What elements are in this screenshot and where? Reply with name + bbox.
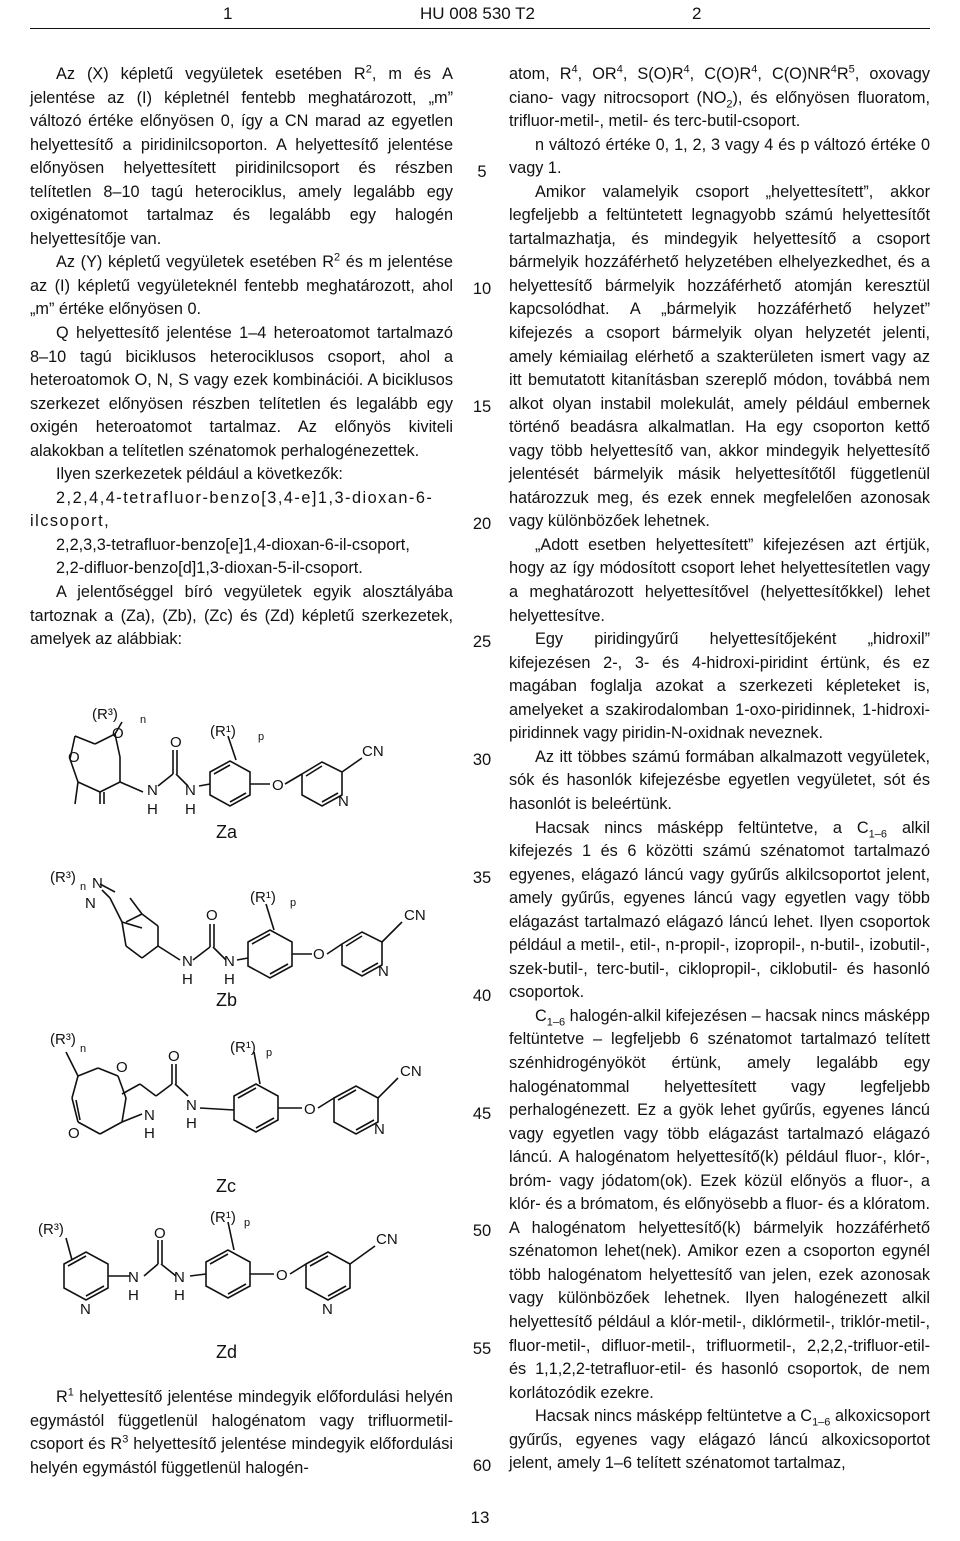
svg-text:CN: CN (376, 1231, 398, 1248)
paragraph: $C_{1-6}$ halogén-alkil kifejezésen – hacsak nincs másképp feltüntetve – legfeljebb 6 szénatomot tartalmazó telített szénhidrogényököt értünk, amely legalább egy halogénatommal helyettesített vagy legfeljebb perhalogénezett. Ez a gyök lehet gyűrűs, egyenes láncú vagy egyetlen vagy több elágazást tartalmazó elágazó láncú. A halogénatom helyettesítő(k) például fluor-, klór-, bróm- vagy jódatom(ok). Ezek közül előnyös a fluor-, a klór- és a brómatom, és előnyösebb a fluor- és a klóratom. A halogénatom helyettesítő(k) bármelyik hozzáférhető szénatomon lehet(nek). Amikor ezen a csoporton egynél több halogénatom helyettesítő van jelen, ezek azonosak vagy különbözőek lehetnek. Ilyen halogénezett alkil helyettesítő például a klór-metil-, diklórmetil-, triklór-metil-, fluor-metil-, difluor-metil-, trifluormetil-, 2,2,2,-trifluor-etil- és 1,1,2,2-tetrafluor-etil- és hasonló csoportok, de nem korlátozódik ezekre. (509, 1006, 930, 1402)
line-number: 50 (472, 1222, 492, 1240)
formula-label: Zc (216, 1176, 236, 1196)
structure-zb-diagram (30, 862, 460, 987)
svg-text:p: p (258, 731, 265, 743)
line-number: 15 (472, 398, 492, 416)
svg-text:(R³): (R³) (50, 869, 76, 886)
svg-text:N: N (80, 1301, 91, 1318)
svg-text:p: p (266, 1047, 273, 1059)
svg-text:n: n (80, 1043, 87, 1055)
paragraph: $R^1$ helyettesítő jelentése mindegyik előfordulási helyén egymástól függetlenül halogénatom vagy trifluormetil-csoport és $R^3$ helyettesítő jelentése mindegyik előfordulási helyén egymástól függetlenül halogén- (30, 1386, 453, 1477)
svg-text:n: n (80, 881, 87, 893)
svg-text:O: O (206, 907, 218, 924)
paragraph: A jelentőséggel bíró vegyületek egyik alosztályába tartoznak a (Za), (Zb), (Zc) és (Zd) képletű szerkezetek, amelyek az alábbiak: (30, 583, 453, 649)
paragraph: Q helyettesítő jelentése 1–4 heteroatomot tartalmazó 8–10 tagú biciklusos heterociklusos csoport, ahol a heteroatomok O, N, S vagy ezek kombinációi. A biciklusos szerkezet előnyösen részben telítetlen és legalább egy oxigén heteroatomot tartalmaz. Az előnyös kiviteli alakokban a telítetlen szénatomok perhalogénezettek. (30, 324, 453, 460)
page-number: 13 (470, 1508, 490, 1527)
line-number: 20 (472, 515, 492, 533)
paragraph: Az (Y) képletű vegyületek esetében $R^2$ és m jelentése az (I) képletű vegyületeknél fentebb meghatározott, ahol „m” értéke előnyösen 0. (30, 251, 453, 319)
svg-text:H: H (128, 1287, 139, 1304)
svg-text:O: O (116, 1059, 128, 1076)
svg-text:N: N (182, 953, 193, 970)
svg-text:N: N (174, 1269, 185, 1286)
line-number: 30 (472, 751, 492, 769)
svg-text:(R¹): (R¹) (250, 889, 276, 906)
svg-text:N: N (322, 1301, 333, 1318)
line-number: 10 (472, 280, 492, 298)
svg-text:(R³): (R³) (50, 1031, 76, 1048)
paragraph: „Adott esetben helyettesített” kifejezésen azt értjük, hogy az így módosított csoport lehet helyettesítetlen vagy a meghatározott helyettesítővel (helyettesítőkkel) lehet helyettesítve. (509, 535, 930, 625)
header-right-page-number: 2 (692, 4, 702, 23)
paragraph: Egy piridingyűrű helyettesítőjeként „hidroxil” kifejezésen 2-, 3- és 4-hidroxi-piridint értünk, és ez magában foglalja azokat a szerkezeti képleteket is, amelyeket a szakirodalomban 1-oxo-piridinnek, 1-hidroxi-piridinnek vagy piridin-N-oxidnak neveznek. (509, 630, 930, 743)
structure-zc-diagram (30, 1024, 460, 1160)
svg-text:H: H (186, 1115, 197, 1132)
svg-text:H: H (224, 971, 235, 987)
line-number: 55 (472, 1340, 492, 1358)
svg-text:p: p (290, 897, 297, 909)
svg-text:O: O (170, 734, 182, 751)
svg-text:(R¹): (R¹) (210, 1209, 236, 1226)
structure-za-diagram (30, 692, 460, 820)
paragraph: Hacsak nincs másképp feltüntetve, a $C_{1-6}$ alkil kifejezés 1 és 6 közötti számú szénatomot tartalmazó egyenes, elágazó láncú vagy gyűrűs alkilcsoportot jelent, amely gyűrűs, egyenes láncú vagy egyetlen vagy több elágazást tartalmazó elágazó láncú lehet. Ilyen csoportok például a metil-, etil-, n-propil-, izopropil-, n-butil-, izobutil-, szek-butil-, terc-butil-, ciklopropil-, ciklobutil- és hasonló csoportok. (509, 818, 930, 1002)
structure-name: 2,2-difluor-benzo[d]1,3-dioxan-5-il-csoport. (56, 559, 363, 578)
svg-text:N: N (378, 963, 389, 980)
right-column-text (509, 63, 930, 1476)
svg-text:CN: CN (362, 743, 384, 760)
header-rule (30, 28, 930, 29)
structure-name: 2,2,4,4-tetrafluor-benzo[3,4-e]1,3-dioxan-6-ilcsoport, (30, 488, 434, 531)
svg-text:O: O (313, 946, 325, 963)
svg-text:(R¹): (R¹) (230, 1039, 256, 1056)
line-number: 45 (472, 1105, 492, 1123)
svg-text:N: N (85, 895, 96, 912)
formula-label: Za (216, 822, 238, 842)
svg-text:N: N (185, 782, 196, 799)
formula-label: Zd (216, 1342, 238, 1362)
svg-text:H: H (147, 801, 158, 818)
svg-text:O: O (168, 1048, 180, 1065)
paragraph: Amikor valamelyik csoport „helyettesített”, akkor legfeljebb a feltüntetett legnagyobb számú helyettesítőt tartalmazhatja, és mindegyik helyettesítő a csoport bármelyik hozzáférhető helyzetében elhelyezkedhet, és a helyettesítő bármelyik hozzáférhető atomján keresztül kapcsolódhat. A „bármelyik hozzáférhető helyzet” kifejezés a csoport bármelyik olyan helyzetét jelenti, amely kémiailag elérhető a szakterületen ismert vagy az itt bemutatott kitanításban szereplő módon, továbbá nem alkot olyan instabil molekulát, amely például embernek történő beadásra alkalmatlan. Ha egy csoporton kettő vagy több helyettesítő van, akkor mindegyik helyettesítő jelentését bármelyik másik helyettesítőtől függetlenül határozzuk meg, és ezek ennek megfelelően azonosak vagy különbözőek lehetnek. (509, 182, 930, 531)
svg-text:O: O (68, 1125, 80, 1142)
svg-text:(R¹): (R¹) (210, 723, 236, 740)
structure-name: 2,2,3,3-tetrafluor-benzo[e]1,4-dioxan-6-il-csoport, (56, 535, 410, 554)
header-left-page-number: 1 (223, 4, 233, 23)
svg-text:N: N (144, 1107, 155, 1124)
structure-zd-diagram (30, 1208, 460, 1338)
line-number: 25 (472, 633, 492, 651)
svg-text:H: H (182, 971, 193, 987)
svg-text:H: H (174, 1287, 185, 1304)
svg-text:p: p (244, 1217, 251, 1229)
paragraph: n változó értéke 0, 1, 2, 3 vagy 4 és p változó értéke 0 vagy 1. (509, 135, 930, 178)
left-column-text-bottom (30, 1386, 453, 1480)
formula-label: Zb (216, 990, 238, 1010)
left-column-text (30, 63, 453, 652)
svg-text:n: n (140, 714, 147, 726)
paragraph: Ilyen szerkezetek például a következők: (56, 465, 343, 484)
svg-text:N: N (374, 1121, 385, 1138)
svg-text:O: O (276, 1267, 288, 1284)
svg-text:O: O (154, 1225, 166, 1242)
svg-text:N: N (186, 1097, 197, 1114)
svg-text:N: N (147, 782, 158, 799)
svg-text:N: N (224, 953, 235, 970)
svg-text:CN: CN (400, 1063, 422, 1080)
line-number: 35 (472, 869, 492, 887)
line-number: 40 (472, 987, 492, 1005)
svg-text:O: O (304, 1101, 316, 1118)
svg-text:O: O (112, 725, 124, 742)
svg-text:O: O (68, 749, 80, 766)
header-document-id: HU 008 530 T2 (420, 4, 535, 23)
line-number: 60 (472, 1457, 492, 1475)
paragraph: Az (X) képletű vegyületek esetében $R^2$, m és A jelentése az (I) képletnél fentebb meghatározott, „m” változó értéke előnyösen 0, így a CN marad az egyetlen helyettesítő a piridinilcsoporton. A helyettesítő jelentése előnyösen helyettesített piridinilcsoport és részben telítetlen 8–10 tagú heterociklus, amely legalább egy oxigénatomot tartalmaz és legalább egy halogén helyettesítője van. (30, 63, 453, 248)
paragraph: Hacsak nincs másképp feltüntetve a $C_{1-6}$ alkoxicsoport gyűrűs, egyenes vagy elágazó láncú alkoxicsoportot jelent, amely 1–6 telített szénatomot tartalmaz, (509, 1407, 930, 1473)
svg-text:O: O (272, 777, 284, 794)
svg-text:(R³): (R³) (92, 706, 118, 723)
paragraph: Az itt többes számú formában alkalmazott vegyületek, sók és hasonlók kifejezésbe egyetlen vegyületet, sót és hasonlót is beleértünk. (509, 747, 930, 813)
svg-text:CN: CN (404, 907, 426, 924)
svg-text:N: N (338, 793, 349, 810)
svg-text:N: N (128, 1269, 139, 1286)
svg-text:(R³): (R³) (38, 1221, 64, 1238)
svg-text:H: H (185, 801, 196, 818)
svg-text:N: N (92, 875, 103, 892)
line-number: 5 (477, 163, 487, 181)
svg-text:H: H (144, 1125, 155, 1142)
paragraph: atom, $R^4$, $OR^4$, $S(O)R^4$, $C(O)R^4$, $C(O)NR^4R^5$, oxovagy ciano- vagy nitrocsoport $(NO_2)$, és előnyösen fluoratom, trifluor-metil-, metil- és terc-butil-csoport. (509, 63, 931, 131)
